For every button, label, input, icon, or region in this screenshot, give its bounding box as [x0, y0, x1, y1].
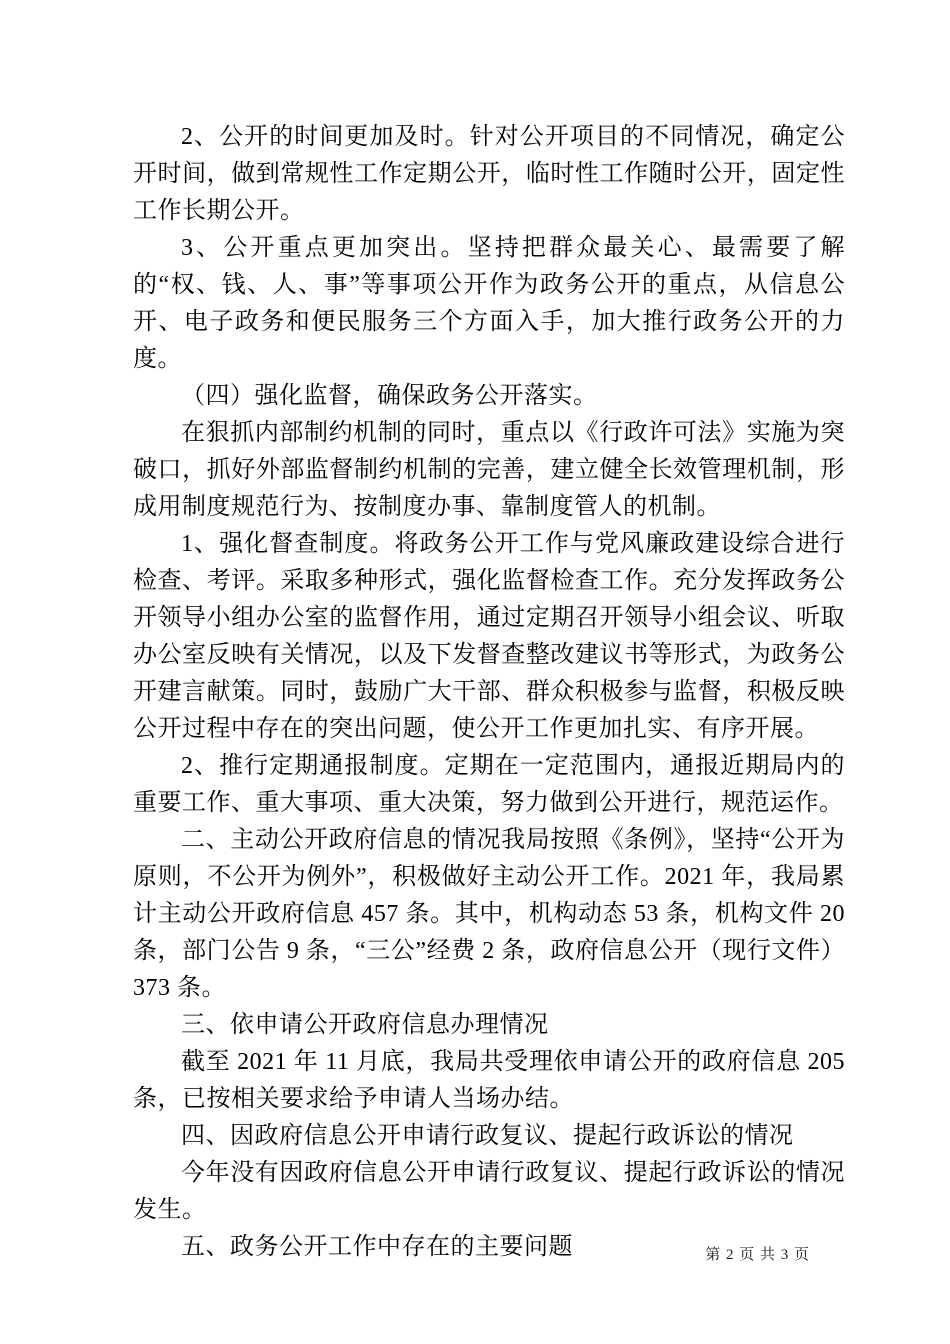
- paragraph: 1、强化督查制度。将政务公开工作与党风廉政建设综合进行检查、考评。采取多种形式，强化监督检查工作。充分发挥政务公开领导小组办公室的监督作用，通过定期召开领导小组会议、听取办公室反映有关情况，以及下发督查整改建议书等形式，为政务公开建言献策。同时，鼓励广大干部、群众积极参与监督，积极反映公开过程中存在的突出问题，使公开工作更加扎实、有序开展。: [133, 531, 845, 742]
- paragraph: 截至 2021 年 11 月底，我局共受理依申请公开的政府信息 205 条，已按相关要求给予申请人当场办结。: [133, 1049, 845, 1112]
- section-heading: 五、政务公开工作中存在的主要问题: [181, 1234, 573, 1260]
- document-body: [133, 119, 845, 1266]
- paragraph: （四）强化监督，确保政务公开落实。: [181, 383, 598, 409]
- paragraph: 二、主动公开政府信息的情况我局按照《条例》，坚持“公开为原则，不公开为例外”，积极做好主动公开工作。2021 年，我局累计主动公开政府信息 457 条。其中，机构动态 53 条，机构文件 20 条，部门公告 9 条，“三公”经费 2 条，政府信息公开（现行文件）373 条。: [133, 827, 845, 1001]
- paragraph: 3、公开重点更加突出。坚持把群众最关心、最需要了解的“权、钱、人、事”等事项公开作为政务公开的重点，从信息公开、电子政务和便民服务三个方面入手，加大推行政务公开的力度。: [133, 235, 845, 372]
- section-heading: 三、依申请公开政府信息办理情况: [181, 1012, 549, 1038]
- section-heading: 四、因政府信息公开申请行政复议、提起行政诉讼的情况: [181, 1123, 794, 1149]
- paragraph: 2、推行定期通报制度。定期在一定范围内，通报近期局内的重要工作、重大事项、重大决策，努力做到公开进行，规范运作。: [133, 753, 845, 816]
- paragraph: 今年没有因政府信息公开申请行政复议、提起行政诉讼的情况发生。: [133, 1160, 845, 1223]
- page-number-footer: 第 2 页 共 3 页: [705, 1247, 810, 1263]
- paragraph: 在狠抓内部制约机制的同时，重点以《行政许可法》实施为突破口，抓好外部监督制约机制的完善，建立健全长效管理机制，形成用制度规范行为、按制度办事、靠制度管人的机制。: [133, 420, 845, 520]
- paragraph: 2、公开的时间更加及时。针对公开项目的不同情况，确定公开时间，做到常规性工作定期公开，临时性工作随时公开，固定性工作长期公开。: [133, 124, 845, 224]
